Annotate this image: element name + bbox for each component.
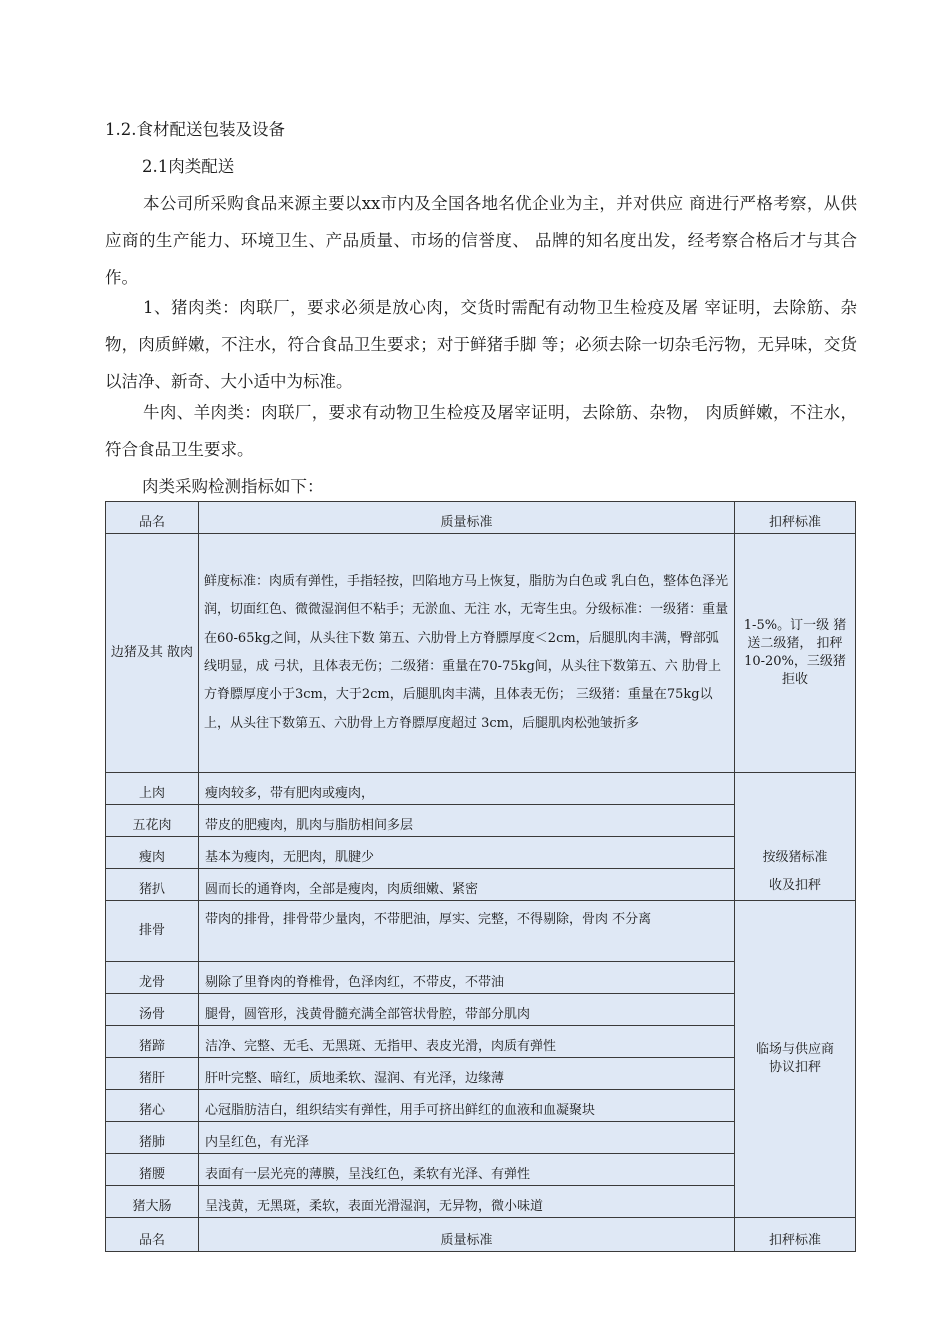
header-standard: 质量标准 — [199, 502, 735, 534]
row-name: 猪扒 — [106, 869, 199, 901]
paragraph-beef-lamb: 牛肉、羊肉类：肉联厂，要求有动物卫生检疫及屠宰证明，去除筋、杂物， 肉质鲜嫩，不注水，符合食品卫生要求。 — [105, 403, 857, 459]
table-row — [106, 773, 856, 805]
row-name: 汤骨 — [106, 994, 199, 1026]
table-intro: 肉类采购检测指标如下： — [142, 477, 324, 496]
row-standard: 基本为瘦肉，无肥肉，肌腱少 — [199, 837, 735, 869]
row-standard: 肝叶完整、暗红，质地柔软、湿润、有光泽，边缘薄 — [199, 1058, 735, 1090]
header-weighing: 扣秤标准 — [735, 502, 856, 534]
group1-weighing-line2: 收及扣秤 — [768, 878, 821, 893]
section-heading: 1.2.食材配送包装及设备 — [105, 120, 285, 139]
header-name: 品名 — [106, 502, 199, 534]
group1-weighing — [735, 773, 856, 901]
row-standard: 心冠脂肪洁白，组织结实有弹性，用手可挤出鲜红的血液和血凝聚块 — [199, 1090, 735, 1122]
row-name: 五花肉 — [106, 805, 199, 837]
row-name: 猪蹄 — [106, 1026, 199, 1058]
group2-weighing-line1: 临场与供应商 — [755, 1041, 834, 1057]
footer-header-name: 品名 — [106, 1218, 199, 1252]
row-standard: 洁净、完整、无毛、无黑斑、无指甲、表皮光滑，肉质有弹性 — [199, 1026, 735, 1058]
row-weighing: 1-5%。订一级 猪送二级猪， 扣秤10-20%，三级猪拒收 — [735, 534, 856, 773]
row-standard: 腿骨，圆管形，浅黄骨髓充满全部管状骨腔，带部分肌肉 — [199, 994, 735, 1026]
row-standard: 剔除了里脊肉的脊椎骨，色泽肉红，不带皮，不带油 — [199, 962, 735, 994]
row-name: 排骨 — [106, 901, 199, 962]
row-standard: 带肉的排骨，排骨带少量肉，不带肥油，厚实、完整，不得剔除，骨肉 不分离 — [199, 901, 735, 962]
row-name: 猪肝 — [106, 1058, 199, 1090]
row-name: 上肉 — [106, 773, 199, 805]
row-name: 边猪及其 散肉 — [106, 534, 199, 773]
table-row — [106, 901, 856, 962]
meat-spec-table — [105, 501, 856, 1252]
paragraph-supplier-intro: 本公司所采购食品来源主要以xx市内及全国各地名优企业为主，并对供应 商进行严格考察，从供应商的生产能力、环境卫生、产品质量、市场的信誉度、 品牌的知名度出发，经考察合格后才与其合作。 — [105, 194, 857, 287]
group1-weighing-line1: 按级猪标准 — [762, 850, 828, 865]
row-standard: 鲜度标准：肉质有弹性，手指轻按，凹陷地方马上恢复，脂肪为白色或 乳白色，整体色泽光润，切面红色、微微湿润但不粘手；无淤血、无注 水，无寄生虫。分级标准：一级猪：重量在60-65kg之间，从头往下数 第五、六肋骨上方脊膘厚度＜2cm，后腿肌肉丰满，臀部弧线明显，成 弓状，且体表无伤；二级猪：重量在70-75kg间，从头往下数第五、六 肋骨上方脊膘厚度小于3cm，大于2cm，后腿肌肉丰满，且体表无伤； 三级猪：重量在75kg以上，从头往下数第五、六肋骨上方脊膘厚度超过 3cm，后腿肌肉松弛皱折多 — [199, 534, 735, 773]
footer-header-standard: 质量标准 — [199, 1218, 735, 1252]
subsection-heading: 2.1肉类配送 — [142, 157, 235, 176]
row-name: 龙骨 — [106, 962, 199, 994]
row-standard: 带皮的肥瘦肉，肌肉与脂肪相间多层 — [199, 805, 735, 837]
group2-weighing-line2: 协议扣秤 — [768, 1059, 821, 1075]
meat-spec-table-wrapper — [105, 501, 855, 1252]
row-standard: 内呈红色，有光泽 — [199, 1122, 735, 1154]
table-row — [106, 534, 856, 773]
row-name: 猪大肠 — [106, 1186, 199, 1218]
table-footer-header-row — [106, 1218, 856, 1252]
row-standard: 圆而长的通脊肉，全部是瘦肉，肉质细嫩、紧密 — [199, 869, 735, 901]
row-name: 瘦肉 — [106, 837, 199, 869]
row-standard: 表面有一层光亮的薄膜，呈浅红色，柔软有光泽、有弹性 — [199, 1154, 735, 1186]
row-name: 猪肺 — [106, 1122, 199, 1154]
footer-header-weighing: 扣秤标准 — [735, 1218, 856, 1252]
row-name: 猪腰 — [106, 1154, 199, 1186]
row-name: 猪心 — [106, 1090, 199, 1122]
paragraph-pork: 1、猪肉类：肉联厂，要求必须是放心肉，交货时需配有动物卫生检疫及屠 宰证明，去除筋、杂物，肉质鲜嫩，不注水，符合食品卫生要求；对于鲜猪手脚 等；必须去除一切杂毛污物，无异味，交货以洁净、新奇、大小适中为标准。 — [105, 298, 857, 391]
table-header-row — [106, 502, 856, 534]
row-standard: 呈浅黄，无黑斑，柔软，表面光滑湿润，无异物，微小味道 — [199, 1186, 735, 1218]
row-standard: 瘦肉较多，带有肥肉或瘦肉， — [199, 773, 735, 805]
group2-weighing — [735, 901, 856, 1218]
